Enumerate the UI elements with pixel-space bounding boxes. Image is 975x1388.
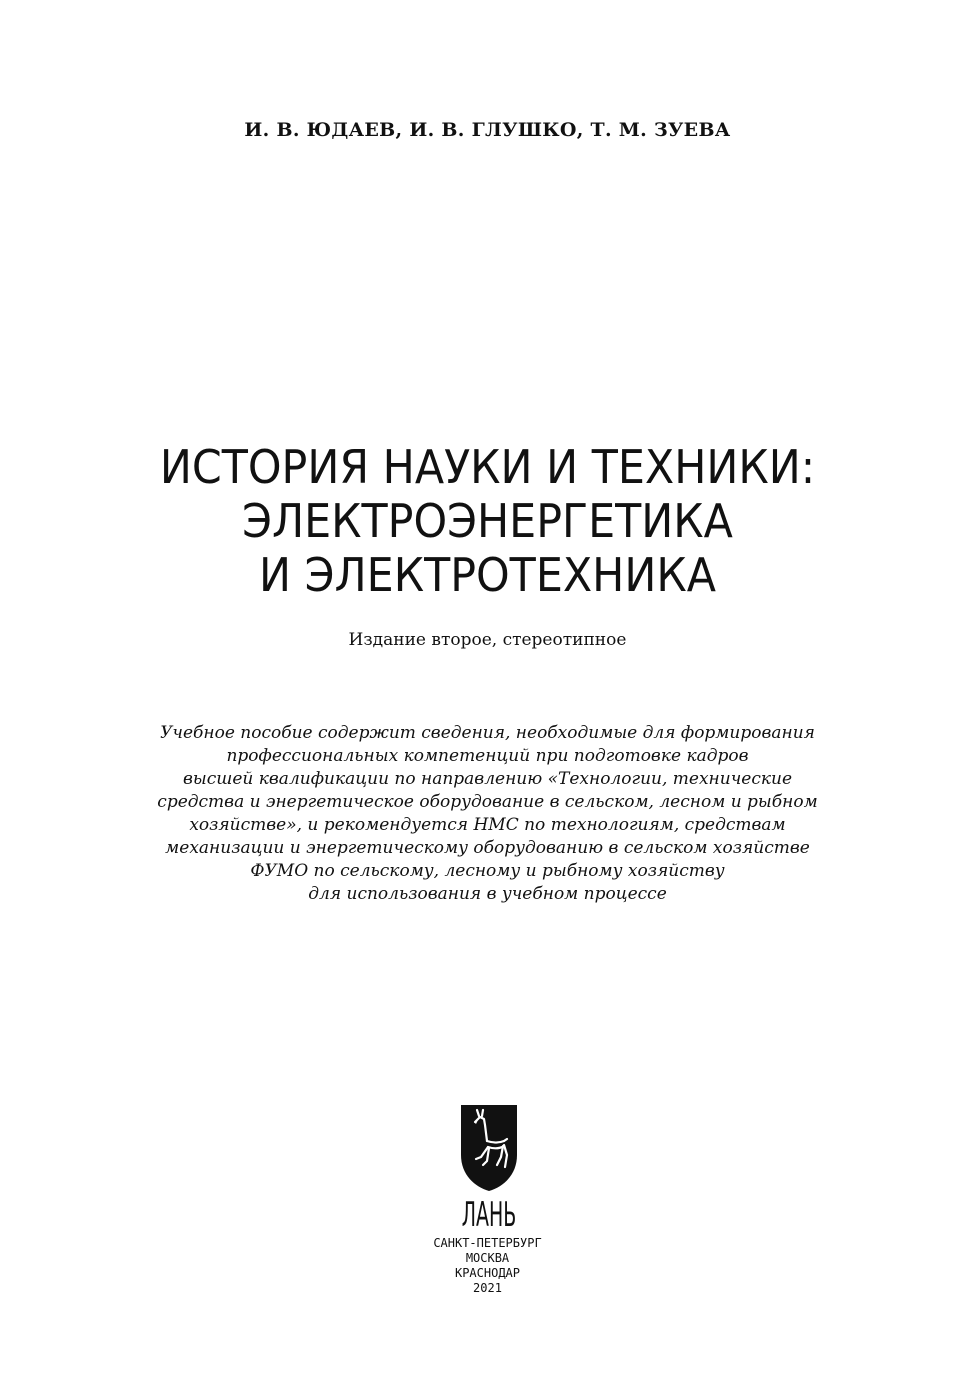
edition-note: Издание второе, стереотипное	[348, 630, 627, 650]
description-block	[60, 722, 915, 906]
doe-shield-icon	[457, 1103, 521, 1233]
title-line: ИСТОРИЯ НАУКИ И ТЕХНИКИ:	[159, 440, 816, 494]
city-label: МОСКВА	[465, 1251, 510, 1265]
description-line: высшей квалификации по направлению «Технологии, технические	[182, 769, 793, 789]
publisher-logo	[457, 1103, 521, 1233]
publisher-wordmark: ЛАНЬ	[461, 1194, 517, 1233]
description-line: профессиональных компетенций при подготовке кадров	[226, 746, 749, 766]
description-line: хозяйстве», и рекомендуется НМС по технологиям, средствам	[189, 815, 786, 835]
book-title	[0, 440, 975, 602]
year-label: 2021	[473, 1281, 502, 1295]
imprint-block	[0, 1236, 975, 1296]
title-line: ЭЛЕКТРОЭНЕРГЕТИКА	[242, 494, 733, 548]
description-line: средства и энергетическое оборудование в сельском, лесном и рыбном	[157, 792, 818, 812]
description-line: механизации и энергетическому оборудованию в сельском хозяйстве	[165, 838, 810, 858]
description-line: для использования в учебном процессе	[308, 884, 667, 904]
authors-line: И. В. ЮДАЕВ, И. В. ГЛУШКО, Т. М. ЗУЕВА	[244, 119, 731, 141]
description-line: ФУМО по сельскому, лесному и рыбному хозяйству	[250, 861, 725, 881]
description-line: Учебное пособие содержит сведения, необходимые для формирования	[160, 723, 815, 743]
city-label: КРАСНОДАР	[454, 1266, 521, 1280]
title-line: И ЭЛЕКТРОТЕХНИКА	[259, 548, 716, 602]
city-label: САНКТ-ПЕТЕРБУРГ	[433, 1236, 542, 1250]
